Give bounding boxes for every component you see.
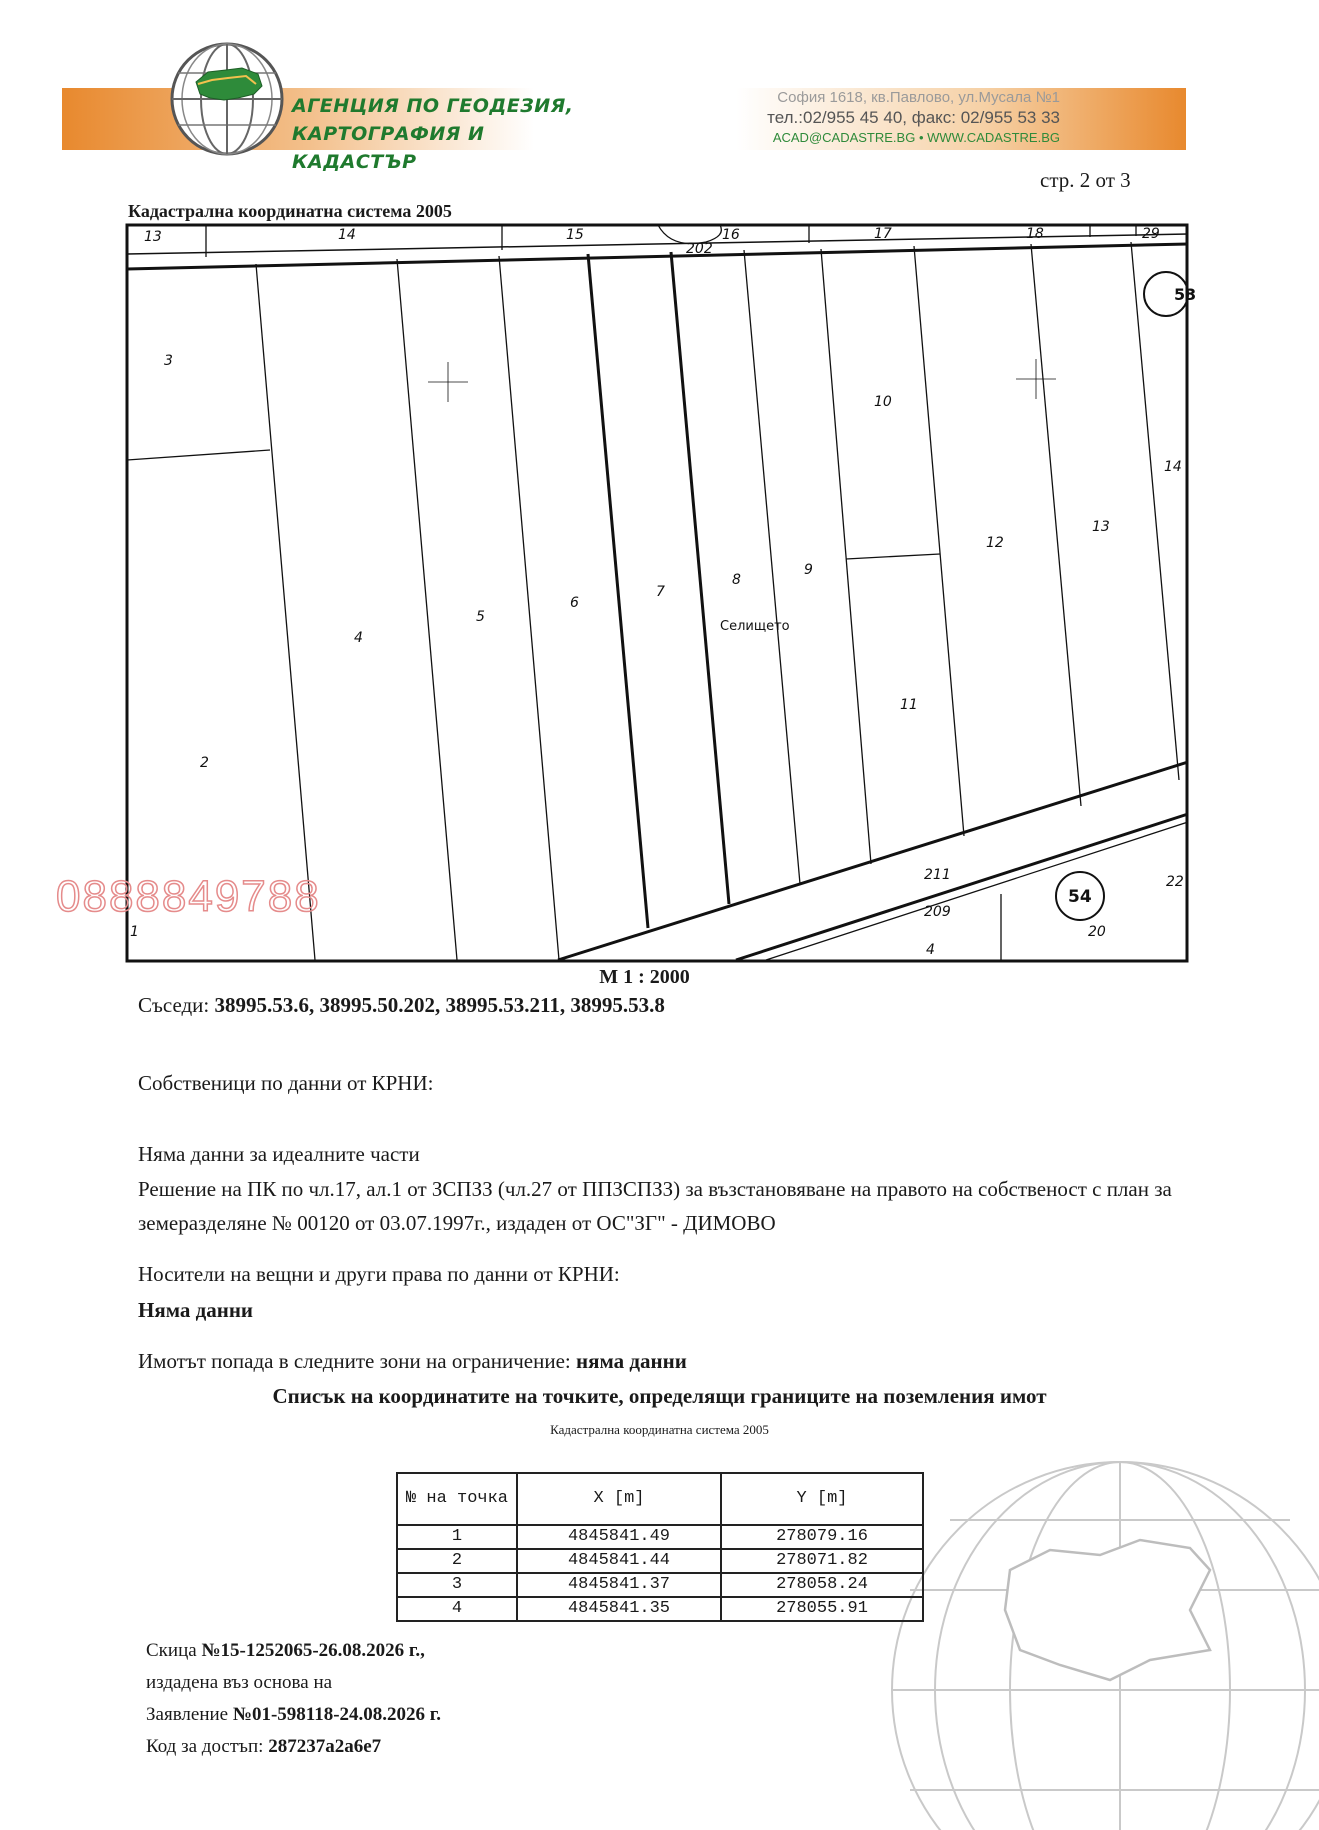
access-code-label: Код за достъп: [146,1736,264,1757]
parcel-label: 4 [354,630,363,646]
x-coordinate: 4845841.37 [517,1573,721,1597]
parcel-label: 9 [804,562,813,578]
coords-title: Списък на координатите на точките, определящи границите на поземления имот [272,1384,1047,1408]
parcel-label: 29 [1142,226,1160,242]
neighbors-line [138,993,665,1018]
restitution-decision: Решение на ПК по чл.17, ал.1 от ЗСПЗЗ (чл.27 от ППЗСПЗЗ) за възстановяване на правото на собственост с план за земеразделяне № 00120 от 03.07.1997г., издаден от ОС"ЗГ" - ДИМОВО [138,1177,1172,1235]
locality-label: Селището [720,619,790,634]
x-coordinate: 4845841.49 [517,1525,721,1549]
restriction-zones [138,1349,687,1374]
agency-address: София 1618, кв.Павлово, ул.Мусала №1 [777,89,1060,106]
parcel-label: 13 [144,229,162,245]
parcel-label: 14 [1164,459,1182,475]
parcel-label: 3 [164,353,173,369]
application-label: Заявление [146,1704,229,1725]
zones-label: Имотът попада в следните зони на ограничение: [138,1349,571,1373]
globe-watermark [890,1460,1290,1825]
agency-name [292,92,612,176]
parcel-label: 17 [874,226,892,242]
parcel-label: 209 [924,904,951,920]
agency-line-1: АГЕНЦИЯ ПО ГЕОДЕЗИЯ, [292,95,574,117]
column-header: Y [m] [721,1473,923,1525]
neighbors-value: 38995.53.6, 38995.50.202, 38995.53.211, 38995.53.8 [214,993,665,1017]
coords-subtitle: Кадастрална координатна система 2005 [550,1422,769,1437]
y-coordinate: 278071.82 [721,1549,923,1573]
issued-on-basis: издадена въз основа на [146,1672,333,1693]
parcel-label: 5 [476,609,485,625]
parcel-label: 10 [874,394,892,410]
parcel-label: 7 [656,584,665,600]
parcel-label: 20 [1088,924,1106,940]
y-coordinate: 278055.91 [721,1597,923,1621]
cadastral-map [126,224,1197,962]
parcel-label: 18 [1026,226,1044,242]
sketch-label: Скица [146,1640,197,1661]
rights-holders-value: Няма данни [138,1298,254,1322]
rights-holders-heading: Носители на вещни и други права по данни от КРНИ: [138,1262,620,1286]
agency-contacts [700,88,1060,148]
parcel-label: 8 [732,572,741,588]
agency-line-2: КАРТОГРАФИЯ И КАДАСТЪР [292,123,485,173]
x-coordinate: 4845841.44 [517,1549,721,1573]
point-number: 3 [397,1573,517,1597]
parcel-label: 15 [566,227,584,243]
point-number: 1 [397,1525,517,1549]
parcel-label: 4 [926,942,935,958]
agency-phone: тел.:02/955 45 40, факс: 02/955 53 33 [767,108,1060,127]
sketch-value: №15-1252065-26.08.2026 г., [201,1640,425,1661]
y-coordinate: 278058.24 [721,1573,923,1597]
coordinates-table [396,1472,924,1622]
parcel-label: 22 [1166,874,1184,890]
parcel-label: 53 [1174,285,1197,304]
access-code [146,1736,381,1758]
map-caption: Кадастрална координатна система 2005 [128,201,452,221]
table-row [397,1525,923,1549]
agency-logo [168,40,286,158]
column-header: № на точка [397,1473,517,1525]
parcel-label: 202 [686,241,713,257]
phone-watermark: 0888849788 [56,872,321,921]
neighbors-label: Съседи: [138,993,210,1017]
ideal-parts-note: Няма данни за идеалните части [138,1142,420,1166]
table-header-row [397,1473,923,1525]
point-number: 2 [397,1549,517,1573]
sketch-number [146,1640,425,1662]
agency-email-web: ACAD@CADASTRE.BG • WWW.CADASTRE.BG [772,130,1060,145]
application-value: №01-598118-24.08.2026 г. [232,1704,442,1725]
owners-heading: Собственици по данни от КРНИ: [138,1071,434,1095]
parcel-label: 12 [986,535,1004,551]
parcel-label: 1 [130,924,139,940]
application-number [146,1704,441,1726]
x-coordinate: 4845841.35 [517,1597,721,1621]
parcel-label: 13 [1092,519,1110,535]
y-coordinate: 278079.16 [721,1525,923,1549]
access-code-value: 287237a2a6e7 [268,1736,382,1757]
parcel-label: 211 [924,867,951,883]
parcel-label: 16 [722,227,740,243]
table-row [397,1549,923,1573]
table-row [397,1573,923,1597]
parcel-label: 14 [338,227,356,243]
map-scale: М 1 : 2000 [599,966,690,988]
zones-value: няма данни [576,1349,687,1373]
page-number: стр. 2 от 3 [1040,168,1131,192]
column-header: X [m] [517,1473,721,1525]
parcel-label: 54 [1068,887,1092,907]
table-row [397,1597,923,1621]
parcel-label: 2 [200,755,209,771]
parcel-label: 11 [900,697,918,713]
parcel-label: 6 [570,595,579,611]
point-number: 4 [397,1597,517,1621]
